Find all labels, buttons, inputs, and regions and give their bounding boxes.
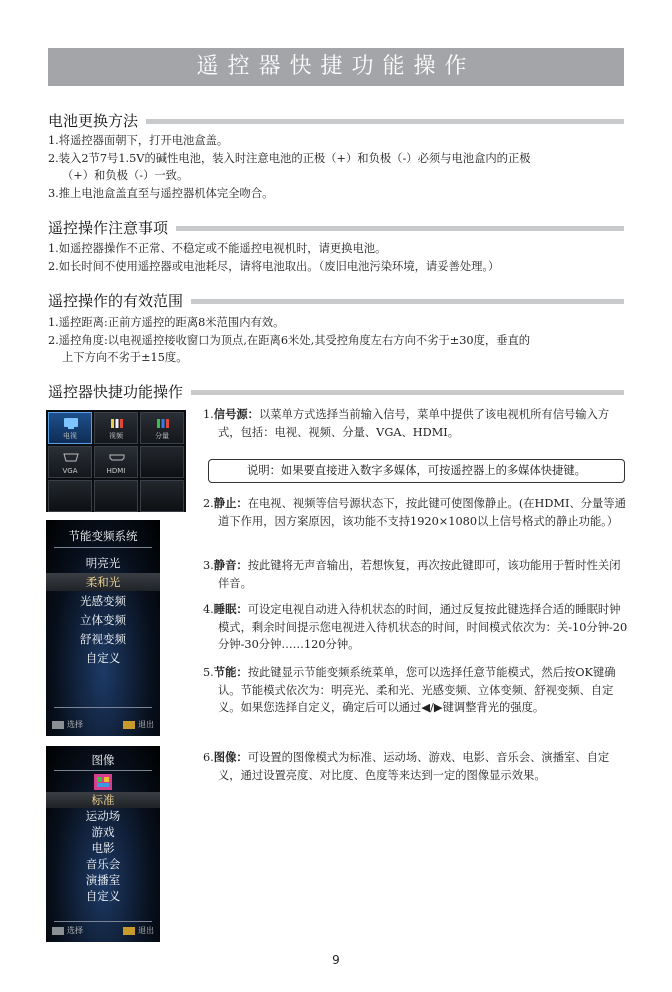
menu-title: 节能变频系统: [68, 529, 138, 543]
menu-option: 光感变频: [80, 594, 126, 608]
picture-icon: [94, 774, 112, 790]
component-jack-icon: [155, 417, 171, 429]
menu-footer-select: [52, 719, 83, 730]
exit-key-icon: [123, 721, 135, 729]
text-line: 上下方向不劣于±15度。: [62, 351, 188, 364]
av-jack-icon: [109, 417, 125, 429]
source-tile-empty: [48, 480, 92, 512]
menu-footer-exit: [123, 925, 154, 936]
item-number: 4.: [203, 603, 214, 616]
remote-range: [48, 314, 628, 367]
hdmi-port-icon: [109, 451, 125, 463]
source-tile-hdmi: [94, 446, 138, 478]
menu-option: 自定义: [85, 651, 121, 665]
menu-footer-select: [52, 925, 83, 936]
shortcut-item-freeze: [203, 495, 628, 530]
item-term: 图像：: [213, 751, 248, 764]
shortcut-item-mute: [203, 557, 628, 592]
item-text: 按此键显示节能变频系统菜单，您可以选择任意节能模式，然后按OK键确认。节能模式依次为：明亮光、柔和光、光感变频、立体变频、舒视变频、自定义。如果您选择自定义，确定后可以通过◀/▶键调整背光的强度。: [218, 666, 616, 714]
item-number: 6.: [203, 751, 214, 764]
tv-icon: [63, 417, 79, 429]
menu-option: 演播室: [85, 873, 121, 887]
section-heading-range: [48, 290, 624, 311]
text-line: （+）和负极（-）一致。: [62, 169, 189, 182]
source-tile-label: VGA: [62, 467, 78, 475]
shortcut-item-source: [203, 406, 628, 441]
exit-key-icon: [123, 927, 135, 935]
item-term: 信号源：: [213, 408, 259, 421]
text-line: 2.如长时间不使用遥控器或电池耗尽，请将电池取出。（废旧电池污染环境，请妥善处理。）: [48, 259, 500, 273]
source-tile-empty: [140, 446, 184, 478]
energy-menu-screenshot: [46, 520, 160, 736]
source-tile-label: 视频: [109, 432, 123, 440]
source-tile-tv: [48, 412, 92, 444]
menu-divider: [54, 547, 152, 548]
item-text: 可设定电视自动进入待机状态的时间，通过反复按此键选择合适的睡眠时钟模式，剩余时间提示您电视进入待机状态的时间，时间模式依次为：关-10分钟-20分钟-30分钟……120分钟。: [218, 603, 628, 651]
item-term: 静止：: [213, 497, 248, 510]
shortcut-item-picture: [203, 749, 628, 784]
heading-text: 遥控操作的有效范围: [48, 292, 184, 310]
menu-divider: [54, 921, 152, 922]
item-term: 节能：: [213, 666, 248, 679]
heading-text: 遥控操作注意事项: [48, 219, 169, 237]
menu-divider: [54, 707, 152, 708]
item-text: 按此键将无声音输出，若想恢复，再次按此键即可，该功能用于暂时性关闭伴音。: [218, 559, 621, 590]
menu-title: 图像: [91, 753, 115, 767]
battery-instructions: [48, 132, 628, 202]
heading-rule: [146, 119, 624, 124]
item-text: 以菜单方式选择当前输入信号，菜单中提供了该电视机所有信号输入方式，包括：电视、视频、分量、VGA、HDMI。: [218, 408, 610, 439]
arrow-key-icon: [52, 721, 64, 729]
section-heading-battery: [48, 110, 624, 131]
source-tile-empty: [140, 480, 184, 512]
item-term: 静音：: [213, 559, 248, 572]
item-text: 在电视、视频等信号源状态下，按此键可使图像静止。(在HDMI、分量等通道下作用，因方案原因，该功能不支持1920×1080以上信号格式的静止功能。）: [218, 497, 626, 528]
menu-footer-exit: [123, 719, 154, 730]
source-tile-empty: [94, 480, 138, 512]
shortcut-item-sleep: [203, 601, 628, 654]
arrow-key-icon: [52, 927, 64, 935]
item-text: 可设置的图像模式为标准、运动场、游戏、电影、音乐会、演播室、自定义，通过设置亮度、对比度、色度等来达到一定的图像显示效果。: [218, 751, 610, 782]
section-heading-notes: [48, 217, 624, 238]
footer-label: 选择: [67, 926, 83, 935]
source-tile-label: 电视: [63, 432, 77, 440]
menu-option: 运动场: [85, 809, 121, 823]
menu-option: 游戏: [91, 825, 115, 839]
text-line: 1.遥控距离:正前方遥控的距离8米范围内有效。: [48, 316, 285, 329]
item-term: 睡眠：: [213, 603, 248, 616]
source-tile-video: [94, 412, 138, 444]
menu-option: 舒视变频: [80, 632, 126, 646]
source-tile-label: HDMI: [106, 467, 126, 475]
item-number: 2.: [203, 497, 214, 510]
menu-divider: [54, 770, 152, 771]
item-number: 3.: [203, 559, 214, 572]
menu-option-selected: 标准: [46, 792, 160, 808]
section-heading-shortcut: [48, 381, 624, 402]
menu-option: 自定义: [85, 889, 121, 903]
footer-label: 退出: [138, 926, 154, 935]
heading-rule: [191, 390, 624, 395]
text-line: 1.如遥控器操作不正常、不稳定或不能遥控电视机时，请更换电池。: [48, 242, 387, 255]
item-number: 5.: [203, 666, 214, 679]
source-tile-vga: [48, 446, 92, 478]
source-menu-screenshot: [46, 410, 186, 512]
page-number: 9: [332, 953, 340, 967]
source-tile-component: [140, 412, 184, 444]
menu-option: 立体变频: [80, 613, 126, 627]
heading-text: 电池更换方法: [48, 112, 139, 130]
text-line: 1.将遥控器面朝下，打开电池盒盖。: [48, 134, 229, 147]
multimedia-note: 说明：如果要直接进入数字多媒体，可按遥控器上的多媒体快捷键。: [208, 459, 625, 483]
page-title: 遥控器快捷功能操作: [48, 48, 624, 86]
menu-option: 明亮光: [85, 556, 121, 570]
footer-label: 退出: [138, 720, 154, 729]
heading-rule: [191, 299, 624, 304]
menu-option: 电影: [91, 841, 115, 855]
shortcut-item-energy: [203, 664, 628, 717]
menu-option: 音乐会: [85, 857, 121, 871]
footer-label: 选择: [67, 720, 83, 729]
picture-menu-screenshot: [46, 746, 160, 942]
remote-notes: [48, 240, 628, 275]
vga-port-icon: [63, 451, 79, 463]
source-tile-label: 分量: [155, 432, 169, 440]
item-number: 1.: [203, 408, 214, 421]
heading-text: 遥控器快捷功能操作: [48, 383, 184, 401]
text-line: 2.遥控角度:以电视遥控接收窗口为顶点,在距离6米处,其受控角度左右方向不劣于±30度，垂直的: [48, 333, 531, 347]
text-line: 3.推上电池盒盖直至与遥控器机体完全吻合。: [48, 186, 274, 200]
text-line: 2.装入2节7号1.5V的碱性电池，装入时注意电池的正极（+）和负极（-）必须与电池盒内的正极: [48, 151, 531, 165]
menu-option-selected: 柔和光: [46, 573, 160, 591]
heading-rule: [176, 226, 624, 231]
